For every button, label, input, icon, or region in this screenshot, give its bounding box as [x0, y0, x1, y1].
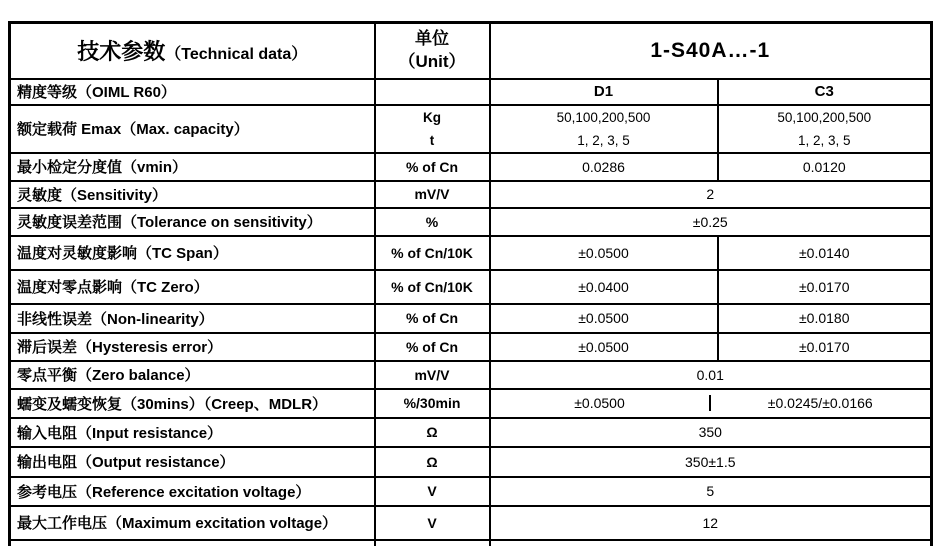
zero-balance-unit: mV/V: [375, 361, 490, 389]
zero-balance-value: 0.01: [490, 361, 932, 389]
row-tc-span: [10, 236, 932, 270]
tc-span-c3: ±0.0140: [718, 236, 932, 270]
hysteresis-label: 滞后误差（Hysteresis error）: [10, 333, 375, 361]
row-partial-cutoff: [10, 540, 932, 546]
input-resistance-value: 350: [490, 418, 932, 447]
max-capacity-unit: [375, 105, 490, 153]
non-linearity-d1: ±0.0500: [490, 304, 718, 333]
spec-table: [8, 21, 933, 546]
max-capacity-unit-t: t: [429, 132, 435, 148]
row-max-capacity: [10, 105, 932, 153]
tc-zero-unit: % of Cn/10K: [375, 270, 490, 304]
reference-voltage-label: 参考电压（Reference excitation voltage）: [10, 477, 375, 506]
sensitivity-value: 2: [490, 181, 932, 208]
min-verification-interval-unit: % of Cn: [375, 153, 490, 181]
max-voltage-label: 最大工作电压（Maximum excitation voltage）: [10, 506, 375, 540]
partial-unit-cell: [375, 540, 490, 546]
max-capacity-d1-t: 1, 2, 3, 5: [577, 132, 630, 148]
row-non-linearity: [10, 304, 932, 333]
row-sensitivity: [10, 181, 932, 208]
row-zero-balance: [10, 361, 932, 389]
creep-values: [490, 389, 932, 418]
max-voltage-unit: V: [375, 506, 490, 540]
zero-balance-label: 零点平衡（Zero balance）: [10, 361, 375, 389]
row-sensitivity-tolerance: [10, 208, 932, 236]
unit-header: [375, 23, 490, 79]
row-accuracy-class: [10, 79, 932, 105]
input-resistance-label: 输入电阻（Input resistance）: [10, 418, 375, 447]
max-capacity-c3-kg: 50,100,200,500: [777, 109, 872, 125]
non-linearity-label: 非线性误差（Non-linearity）: [10, 304, 375, 333]
accuracy-class-d1: D1: [490, 79, 718, 105]
max-capacity-c3: [718, 105, 932, 153]
sensitivity-unit: mV/V: [375, 181, 490, 208]
tc-zero-d1: ±0.0400: [490, 270, 718, 304]
header-row: [10, 23, 932, 79]
sensitivity-label: 灵敏度（Sensitivity）: [10, 181, 375, 208]
tc-span-d1: ±0.0500: [490, 236, 718, 270]
partial-label-cell: [10, 540, 375, 546]
row-reference-voltage: [10, 477, 932, 506]
accuracy-class-label: 精度等级（OIML R60）: [10, 79, 375, 105]
max-capacity-unit-kg: Kg: [423, 109, 441, 125]
sensitivity-tolerance-value: ±0.25: [490, 208, 932, 236]
row-max-voltage: [10, 506, 932, 540]
row-tc-zero: [10, 270, 932, 304]
accuracy-class-unit: [375, 79, 490, 105]
row-output-resistance: [10, 447, 932, 477]
min-verification-interval-d1: 0.0286: [490, 153, 718, 181]
hysteresis-c3: ±0.0170: [718, 333, 932, 361]
max-voltage-value: 12: [490, 506, 932, 540]
reference-voltage-unit: V: [375, 477, 490, 506]
technical-data-header-en: （Technical data）: [165, 46, 308, 64]
output-resistance-value: 350±1.5: [490, 447, 932, 477]
max-capacity-d1-kg: 50,100,200,500: [556, 109, 651, 125]
technical-data-header: [10, 23, 375, 79]
creep-c3: ±0.0245/±0.0166: [767, 395, 873, 411]
min-verification-interval-c3: 0.0120: [718, 153, 932, 181]
hysteresis-d1: ±0.0500: [490, 333, 718, 361]
row-hysteresis: [10, 333, 932, 361]
max-capacity-d1: [490, 105, 718, 153]
row-min-verification-interval: [10, 153, 932, 181]
max-capacity-label: 额定载荷 Emax（Max. capacity）: [10, 105, 375, 153]
input-resistance-unit: Ω: [375, 418, 490, 447]
sensitivity-tolerance-label: 灵敏度误差范围（Tolerance on sensitivity）: [10, 208, 375, 236]
min-verification-interval-label: 最小检定分度值（vmin）: [10, 153, 375, 181]
technical-data-header-zh: 技术参数: [77, 39, 166, 65]
creep-unit: %/30min: [375, 389, 490, 418]
output-resistance-label: 输出电阻（Output resistance）: [10, 447, 375, 477]
tc-zero-label: 温度对零点影响（TC Zero）: [10, 270, 375, 304]
accuracy-class-c3: C3: [718, 79, 932, 105]
tc-zero-c3: ±0.0170: [718, 270, 932, 304]
unit-header-line1: 单位: [415, 28, 449, 48]
unit-header-line2: （Unit）: [398, 51, 466, 71]
row-creep: [10, 389, 932, 418]
max-capacity-c3-t: 1, 2, 3, 5: [797, 132, 851, 148]
sensitivity-tolerance-unit: %: [375, 208, 490, 236]
row-input-resistance: [10, 418, 932, 447]
hysteresis-unit: % of Cn: [375, 333, 490, 361]
output-resistance-unit: Ω: [375, 447, 490, 477]
creep-d1: ±0.0500: [574, 395, 625, 411]
reference-voltage-value: 5: [490, 477, 932, 506]
partial-value-cell: [490, 540, 932, 546]
non-linearity-c3: ±0.0180: [718, 304, 932, 333]
tc-span-label: 温度对灵敏度影响（TC Span）: [10, 236, 375, 270]
tc-span-unit: % of Cn/10K: [375, 236, 490, 270]
model-header: 1-S40A…-1: [490, 23, 932, 79]
non-linearity-unit: % of Cn: [375, 304, 490, 333]
creep-label: 蠕变及蠕变恢复（30mins）（Creep、MDLR）: [10, 389, 375, 418]
